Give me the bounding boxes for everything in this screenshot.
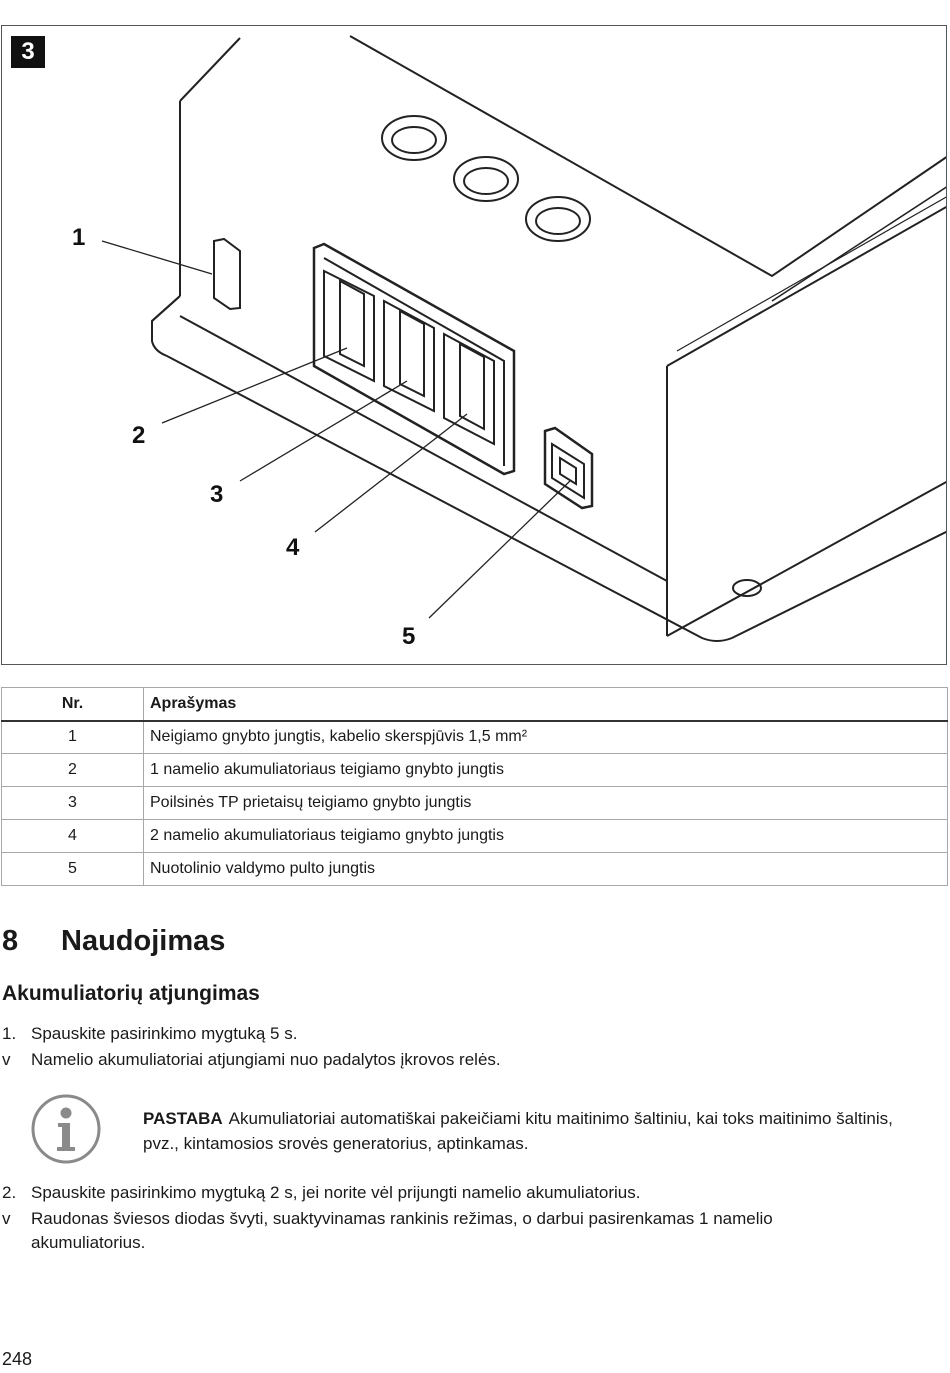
callout-4: 4 — [286, 534, 300, 561]
table-row — [2, 820, 948, 853]
callout-3: 3 — [210, 481, 224, 508]
info-icon — [30, 1093, 102, 1165]
step-text: Spauskite pasirinkimo mygtuką 5 s. — [31, 1024, 298, 1043]
table-row — [2, 787, 948, 820]
header-description: Aprašymas — [144, 688, 948, 721]
list-item — [2, 1181, 902, 1205]
row-number: 1 — [2, 721, 144, 754]
section-number: 8 — [2, 925, 19, 957]
list-item — [2, 1048, 902, 1072]
callout-1: 1 — [72, 224, 86, 251]
table-row — [2, 754, 948, 787]
table-header-row — [2, 688, 948, 721]
connection-table — [1, 687, 948, 886]
list-item — [2, 1207, 902, 1252]
header-nr: Nr. — [2, 688, 144, 721]
row-description: Neigiamo gnybto jungtis, kabelio skerspjūvis 1,5 mm² — [144, 721, 948, 754]
step-text: Raudonas šviesos diodas švyti, suaktyvinamas rankinis režimas, o darbui pasirenkamas 1 namelio akumuliatorius. — [31, 1209, 773, 1252]
subsection-heading: Akumuliatorių atjungimas — [2, 982, 260, 1005]
row-number: 2 — [2, 754, 144, 787]
note-box — [143, 1106, 933, 1156]
note-label: PASTABA — [143, 1109, 223, 1128]
note-text: Akumuliatoriai automatiškai pakeičiami kitu maitinimo šaltiniu, kai toks maitinimo šaltinis, pvz., kintamosios srovės generatorius, aptinkamas. — [143, 1109, 893, 1153]
page-number: 248 — [2, 1349, 33, 1369]
step-text: Namelio akumuliatoriai atjungiami nuo padalytos įkrovos relės. — [31, 1050, 501, 1069]
list-item — [2, 1022, 902, 1046]
result-marker: v — [2, 1050, 11, 1069]
step-marker: 2. — [2, 1183, 17, 1202]
step-text: Spauskite pasirinkimo mygtuką 2 s, jei norite vėl prijungti namelio akumuliatorius. — [31, 1183, 641, 1202]
row-number: 3 — [2, 787, 144, 820]
device-illustration — [1, 25, 947, 665]
row-number: 4 — [2, 820, 144, 853]
row-description: Poilsinės TP prietaisų teigiamo gnybto jungtis — [144, 787, 948, 820]
callout-2: 2 — [132, 422, 146, 449]
row-description: Nuotolinio valdymo pulto jungtis — [144, 853, 948, 886]
callout-5: 5 — [402, 623, 416, 650]
section-title: Naudojimas — [61, 925, 226, 957]
step-marker: 1. — [2, 1024, 17, 1043]
device-drawing — [2, 26, 947, 665]
figure-number-badge: 3 — [11, 36, 45, 68]
row-description: 1 namelio akumuliatoriaus teigiamo gnybto jungtis — [144, 754, 948, 787]
table-row — [2, 721, 948, 754]
result-marker: v — [2, 1209, 11, 1228]
row-description: 2 namelio akumuliatoriaus teigiamo gnybto jungtis — [144, 820, 948, 853]
section-heading — [2, 925, 225, 958]
row-number: 5 — [2, 853, 144, 886]
table-row — [2, 853, 948, 886]
